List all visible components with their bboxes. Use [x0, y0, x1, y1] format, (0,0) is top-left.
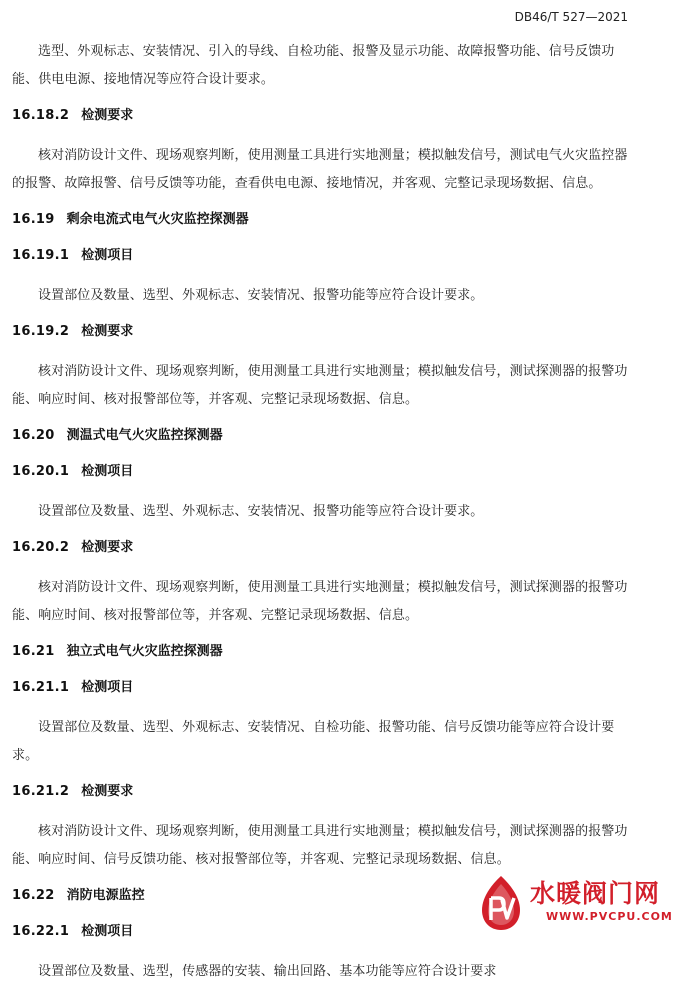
section-heading [12, 106, 632, 126]
section-heading [12, 538, 632, 558]
section-number: 16.20 [12, 428, 55, 443]
section-number: 16.18.2 [12, 108, 70, 123]
pv-logo-icon [476, 874, 526, 932]
section-title: 检测项目 [81, 464, 134, 479]
section-number: 16.19.2 [12, 324, 70, 339]
paragraph: 设置部位及数量、选型，传感器的安装、输出回路、基本功能等应符合设计要求 [38, 964, 497, 979]
document-body [12, 38, 632, 998]
section-title: 检测要求 [81, 540, 134, 555]
section-number: 16.21.1 [12, 680, 70, 695]
section-number: 16.19.1 [12, 248, 70, 263]
section-heading [12, 322, 632, 342]
watermark-url: WWW.PVCPU.COM [546, 910, 673, 923]
section-title: 剩余电流式电气火灾监控探测器 [66, 212, 249, 227]
section-title: 检测要求 [81, 108, 134, 123]
paragraph: 核对消防设计文件、现场观察判断，使用测量工具进行实地测量；模拟触发信号，测试探测器的报警功能、响应时间、信号反馈功能、核对报警部位等，并客观、完整记录现场数据、信息。 [12, 824, 628, 867]
section-number: 16.22.1 [12, 924, 70, 939]
section-heading [12, 678, 632, 698]
section-heading [12, 462, 632, 482]
paragraph: 选型、外观标志、安装情况、引入的导线、自检功能、报警及显示功能、故障报警功能、信号反馈功能、供电电源、接地情况等应符合设计要求。 [12, 44, 615, 87]
section-title: 检测项目 [81, 924, 134, 939]
section-title: 检测项目 [81, 680, 134, 695]
section-number: 16.20.1 [12, 464, 70, 479]
section-heading [12, 642, 632, 662]
paragraph: 设置部位及数量、选型、外观标志、安装情况、报警功能等应符合设计要求。 [38, 288, 484, 303]
section-title: 检测要求 [81, 324, 134, 339]
document-code: DB46/T 527—2021 [514, 10, 628, 24]
section-heading [12, 210, 632, 230]
paragraph: 核对消防设计文件、现场观察判断，使用测量工具进行实地测量；模拟触发信号，测试电气火灾监控器的报警、故障报警、信号反馈等功能，查看供电电源、接地情况，并客观、完整记录现场数据、信息。 [12, 148, 628, 191]
section-title: 检测要求 [81, 784, 134, 799]
site-watermark [474, 868, 673, 936]
section-heading [12, 782, 632, 802]
section-number: 16.21.2 [12, 784, 70, 799]
section-title: 消防电源监控 [66, 888, 145, 903]
section-number: 16.21 [12, 644, 55, 659]
section-heading [12, 246, 632, 266]
section-number: 16.22 [12, 888, 55, 903]
section-title: 测温式电气火灾监控探测器 [66, 428, 223, 443]
paragraph: 设置部位及数量、选型、外观标志、安装情况、自检功能、报警功能、信号反馈功能等应符合设计要求。 [12, 720, 615, 763]
section-number: 16.20.2 [12, 540, 70, 555]
section-number: 16.19 [12, 212, 55, 227]
paragraph: 核对消防设计文件、现场观察判断，使用测量工具进行实地测量；模拟触发信号，测试探测器的报警功能、响应时间、核对报警部位等，并客观、完整记录现场数据、信息。 [12, 580, 628, 623]
section-heading [12, 426, 632, 446]
section-title: 检测项目 [81, 248, 134, 263]
watermark-name: 水暖阀门网 [530, 879, 661, 908]
paragraph: 核对消防设计文件、现场观察判断，使用测量工具进行实地测量；模拟触发信号，测试探测器的报警功能、响应时间、核对报警部位等，并客观、完整记录现场数据、信息。 [12, 364, 628, 407]
paragraph: 设置部位及数量、选型、外观标志、安装情况、报警功能等应符合设计要求。 [38, 504, 484, 519]
section-title: 独立式电气火灾监控探测器 [66, 644, 223, 659]
